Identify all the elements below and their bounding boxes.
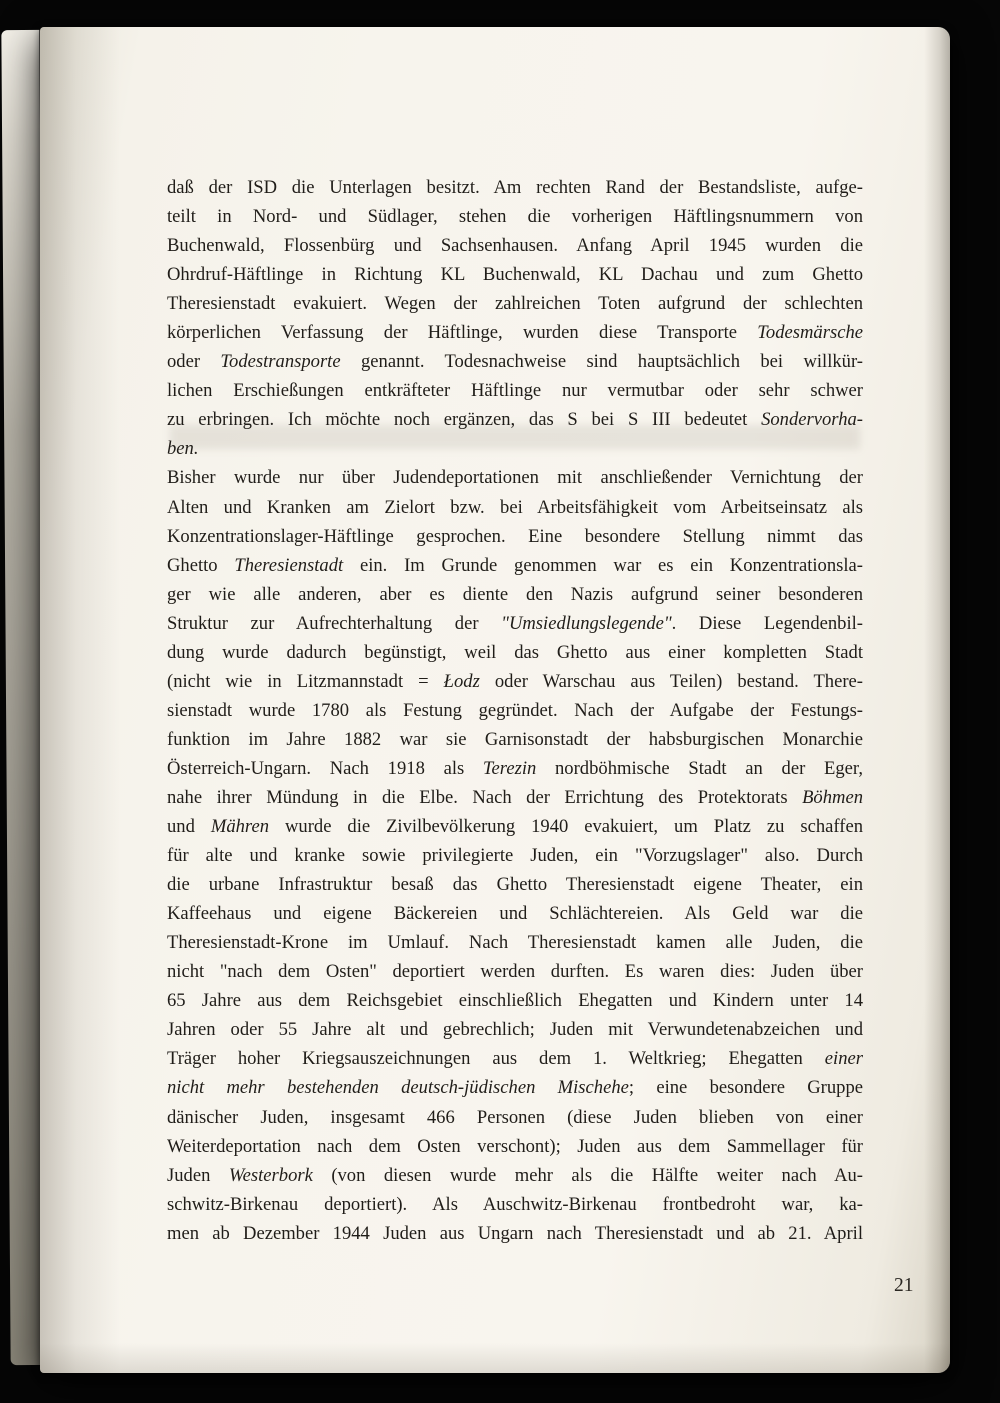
text-line [167, 1015, 863, 1044]
text-segment: ein. Im Grunde genommen war es ein Konzentrationsla- [343, 554, 863, 576]
italic-text-segment: einer [824, 1048, 863, 1070]
text-segment: (von diesen wurde mehr als die Hälfte weiter nach Au- [312, 1164, 863, 1186]
text-line [167, 173, 863, 202]
text-line [167, 231, 863, 260]
text-segment: Österreich-Ungarn. Nach 1918 als [167, 757, 483, 779]
text-segment: schwitz-Birkenau deportiert). Als Auschwitz-Birkenau frontbedroht war, ka- [167, 1193, 863, 1215]
text-segment: für alte und kranke sowie privilegierte Juden, ein "Vorzugslager" also. Durch [167, 845, 863, 867]
text-segment: oder [167, 351, 221, 373]
text-segment: teilt in Nord- und Südlager, stehen die vorherigen Häftlingsnummern von [167, 206, 863, 228]
text-line [167, 1103, 863, 1132]
italic-text-segment: Theresienstadt [234, 554, 344, 576]
text-line [167, 493, 863, 522]
italic-text-segment: Todesmärsche [757, 322, 863, 344]
book-page [40, 27, 950, 1373]
text-line [167, 638, 863, 667]
text-line [167, 522, 863, 551]
text-line [167, 783, 863, 812]
page-bottom-shadow [40, 1343, 950, 1373]
italic-text-segment: Terezin [482, 757, 537, 779]
text-segment: Ghetto [167, 554, 235, 576]
text-segment: Juden [167, 1164, 229, 1186]
text-line [167, 1132, 863, 1161]
text-line [167, 1190, 863, 1219]
italic-text-segment: Mähren [210, 816, 270, 838]
text-segment: und [167, 816, 211, 838]
text-line [167, 667, 863, 696]
text-segment: dung wurde dadurch begünstigt, weil das Ghetto aus einer kompletten Stadt [167, 641, 863, 663]
text-line [167, 551, 863, 580]
binding-shadow [40, 27, 120, 1373]
text-segment: Weiterdeportation nach dem Osten verschont); Juden aus dem Sammellager für [167, 1135, 863, 1157]
text-line [167, 841, 863, 870]
text-segment: dänischer Juden, insgesamt 466 Personen (diese Juden blieben von einer [167, 1106, 863, 1128]
text-segment: Ohrdruf-Häftlinge in Richtung KL Buchenwald, KL Dachau und zum Ghetto [167, 264, 863, 286]
text-line [167, 376, 863, 405]
text-line [167, 957, 863, 986]
text-segment: genannt. Todesnachweise sind hauptsächlich bei willkür- [340, 351, 863, 373]
text-segment: 65 Jahre aus dem Reichsgebiet einschließlich Ehegatten und Kindern unter 14 [167, 990, 863, 1012]
text-segment: Buchenwald, Flossenbürg und Sachsenhausen. Anfang April 1945 wurden die [167, 235, 863, 257]
text-segment: nicht "nach dem Osten" deportiert werden durften. Es waren dies: Juden über [167, 961, 863, 983]
text-segment: die urbane Infrastruktur besaß das Ghetto Theresienstadt eigene Theater, ein [167, 874, 863, 896]
text-line [167, 812, 863, 841]
text-line [167, 928, 863, 957]
text-line [167, 580, 863, 609]
text-line [167, 754, 863, 783]
text-segment: . Diese Legendenbil- [671, 612, 863, 634]
text-line [167, 1161, 863, 1190]
italic-text-segment: "Umsiedlungslegende" [501, 612, 672, 634]
text-segment: Bisher wurde nur über Judendeportationen mit anschließender Vernichtung der [167, 467, 863, 489]
text-line [167, 347, 863, 376]
italic-text-segment: Sondervorha- [761, 409, 863, 431]
italic-text-segment: ben. [167, 438, 199, 460]
text-segment: oder Warschau aus Teilen) bestand. There- [479, 670, 863, 692]
page-number: 21 [894, 1275, 914, 1296]
text-line [167, 318, 863, 347]
text-segment: Kaffeehaus und eigene Bäckereien und Schlächtereien. Als Geld war die [167, 903, 863, 925]
text-line [167, 1044, 863, 1073]
text-segment: Theresienstadt-Krone im Umlauf. Nach Theresienstadt kamen alle Juden, die [167, 932, 863, 954]
text-line [167, 1219, 863, 1248]
text-segment: wurde die Zivilbevölkerung 1940 evakuiert, um Platz zu schaffen [269, 816, 863, 838]
text-segment: Theresienstadt evakuiert. Wegen der zahlreichen Toten aufgrund der schlechten [167, 293, 863, 315]
text-segment: Träger hoher Kriegsauszeichnungen aus dem 1. Weltkrieg; Ehegatten [167, 1048, 825, 1070]
text-segment: funktion im Jahre 1882 war sie Garnisonstadt der habsburgischen Monarchie [167, 728, 863, 750]
text-segment: sienstadt wurde 1780 als Festung gegründet. Nach der Aufgabe der Festungs- [167, 699, 863, 721]
text-segment: zu erbringen. Ich möchte noch ergänzen, das S bei S III bedeutet [167, 409, 762, 431]
page-right-edge-shadow [924, 27, 950, 1373]
text-line [167, 986, 863, 1015]
text-segment: lichen Erschießungen entkräfteter Häftlinge nur vermutbar oder sehr schwer [167, 380, 863, 402]
text-segment: ; eine besondere Gruppe [628, 1077, 863, 1099]
italic-text-segment: Böhmen [802, 786, 863, 808]
text-line [167, 725, 863, 754]
text-line [167, 202, 863, 231]
italic-text-segment: nicht mehr bestehenden deutsch-jüdischen Mischehe [167, 1077, 629, 1099]
text-block [167, 173, 863, 1248]
text-line [167, 899, 863, 928]
text-line [167, 405, 863, 434]
text-line [167, 289, 863, 318]
text-line [167, 1073, 863, 1102]
text-line [167, 463, 863, 492]
italic-text-segment: Westerbork [228, 1164, 313, 1186]
text-line [167, 434, 863, 463]
text-line [167, 696, 863, 725]
text-segment: daß der ISD die Unterlagen besitzt. Am rechten Rand der Bestandsliste, aufge- [167, 177, 863, 198]
text-segment: Jahren oder 55 Jahre alt und gebrechlich; Juden mit Verwundetenabzeichen und [167, 1019, 863, 1041]
text-segment: körperlichen Verfassung der Häftlinge, wurden diese Transporte [167, 322, 758, 344]
italic-text-segment: Todestransporte [220, 351, 341, 373]
text-line [167, 260, 863, 289]
text-line [167, 609, 863, 638]
italic-text-segment: Łodz [443, 670, 480, 692]
text-segment: ger wie alle anderen, aber es diente den Nazis aufgrund seiner besonderen [167, 583, 863, 605]
text-segment: Konzentrationslager-Häftlinge gesprochen. Eine besondere Stellung nimmt das [167, 525, 863, 547]
text-segment: Alten und Kranken am Zielort bzw. bei Arbeitsfähigkeit vom Arbeitseinsatz als [167, 496, 863, 518]
text-segment: nordböhmische Stadt an der Eger, [536, 757, 863, 779]
text-segment: nahe ihrer Mündung in die Elbe. Nach der Errichtung des Protektorats [167, 786, 803, 808]
text-segment: Struktur zur Aufrechterhaltung der [167, 612, 502, 634]
text-segment: (nicht wie in Litzmannstadt = [167, 670, 444, 692]
text-segment: men ab Dezember 1944 Juden aus Ungarn nach Theresienstadt und ab 21. April [167, 1222, 863, 1244]
text-line [167, 870, 863, 899]
